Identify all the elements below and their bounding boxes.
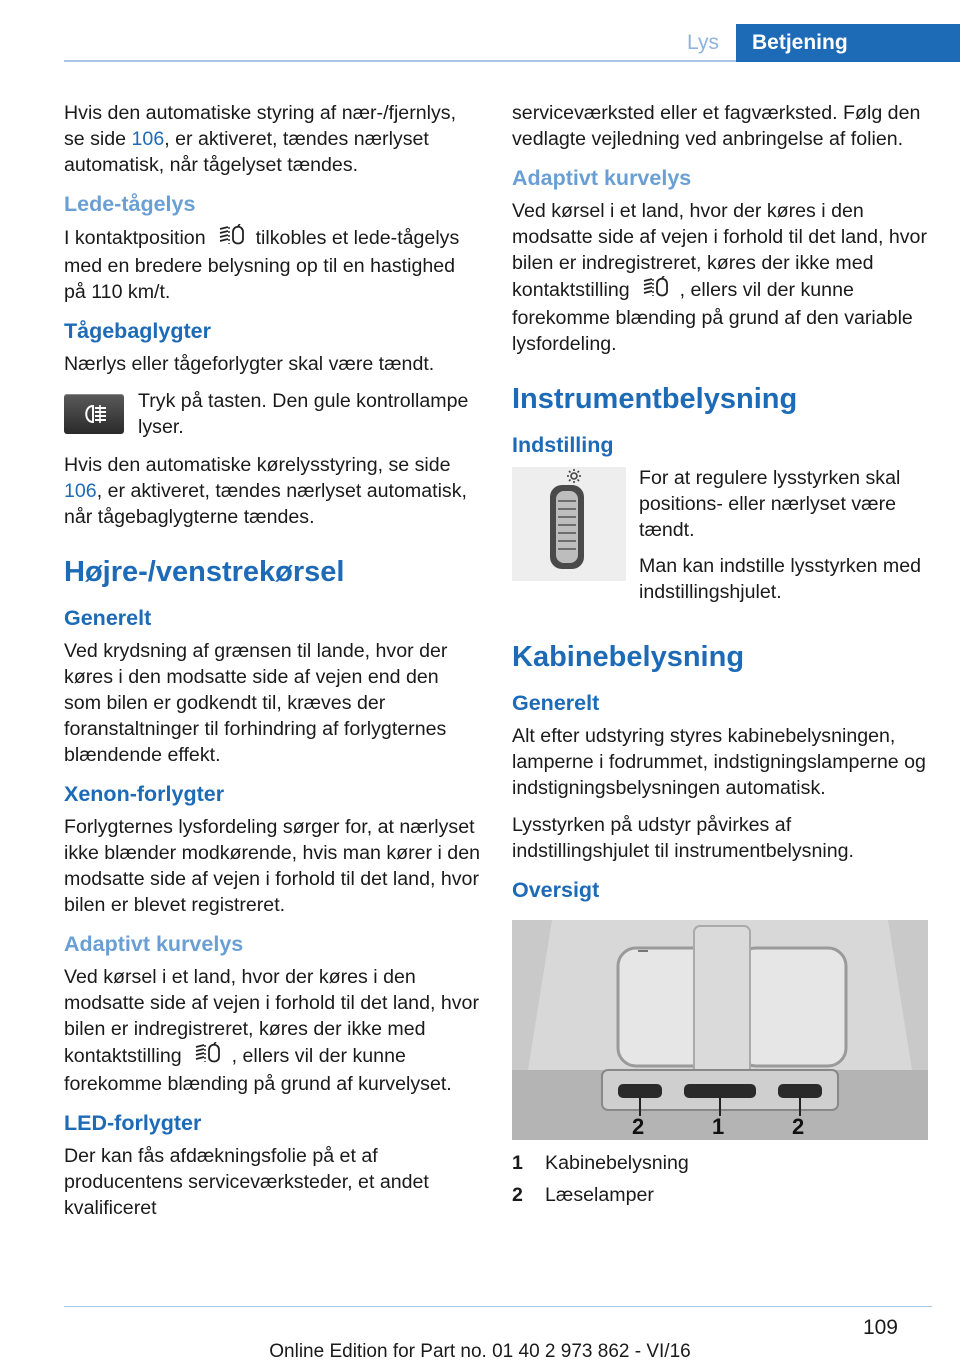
fog-lamp-ignition-icon: [218, 224, 244, 253]
rear-fog-key-text: Tryk på tasten. Den gule kontrollampe lyser.: [138, 390, 469, 438]
paragraph-generelt-left: Ved krydsning af grænsen til lande, hvor der køres i den modsatte side af vejen end den som bilen er godkendt til, kræves der foranstaltninger til forhindring af forlygternes blændende effekt.: [64, 640, 448, 766]
heading-led: LED-forlygter: [64, 1111, 202, 1135]
footer-rule: [64, 1306, 932, 1307]
page-link-106[interactable]: 106: [131, 128, 165, 150]
legend-item: [512, 1150, 932, 1176]
heading-adaptiv-right: Adaptivt kurvelys: [512, 166, 692, 190]
heading-indstilling: Indstilling: [512, 433, 614, 457]
heading-tagebaglygter: Tågebaglygter: [64, 319, 211, 343]
photo-label-left: 2: [632, 1114, 645, 1139]
heading-generelt-right: Generelt: [512, 691, 600, 715]
heading-oversigt: Oversigt: [512, 878, 600, 902]
heading-hojre-venstrekorsel: Højre-/venstrekørsel: [64, 556, 345, 588]
brightness-sun-icon: [567, 469, 581, 483]
legend-number: 1: [512, 1152, 523, 1174]
rear-fog-lamp-button-icon[interactable]: [64, 394, 124, 434]
paragraph-lede-tagelys: I kontaktposition tilkobles et lede-tågelys med en bredere belysning op til en hastighed på 110 km/t.: [64, 224, 480, 305]
indstilling-row: [512, 465, 932, 615]
fog-lamp-ignition-icon: [642, 276, 668, 305]
paragraph-tagebaglygter: Nærlys eller tågeforlygter skal være tændt.: [64, 353, 435, 375]
paragraph-generelt-right-1: Alt efter udstyring styres kabinebelysningen, lamperne i fodrummet, indstigningslamperne og indstigningsbelysningen automatisk.: [512, 725, 926, 799]
paragraph-led: Der kan fås afdækningsfolie på et af producentens serviceværksteder, et andet kvalificeret: [64, 1145, 429, 1219]
fog-lamp-ignition-icon: [194, 1042, 220, 1071]
paragraph-adaptiv-left: Ved kørsel i et land, hvor der køres i den modsatte side af vejen i forhold til det land, hvor bilen er indregistreret, køres der ikke med kontaktstilling , ellers vil der kunne forekomme blænding på grund af kurvelyset.: [64, 966, 479, 1095]
heading-kabinebelysning: Kabinebelysning: [512, 641, 745, 673]
page-number: 109: [862, 1316, 898, 1339]
paragraph-generelt-right-2: Lysstyrken på udstyr påvirkes af indstillingshjulet til instrumentbelysning.: [512, 814, 854, 862]
page-link-106-b[interactable]: 106: [64, 480, 97, 502]
photo-label-center: 1: [712, 1114, 725, 1139]
paragraph-auto-fog: Hvis den automatiske styring af nær-/fjernlys, se side 106, er aktiveret, tændes nærlyset automatisk, når tågelyset tændes.: [64, 102, 457, 176]
right-column: [512, 100, 932, 1214]
paragraph-auto-rear-fog: Hvis den automatiske kørelysstyring, se side 106, er aktiveret, tændes nærlyset automatisk, når tågebaglygterne tændes.: [64, 454, 467, 528]
dimmer-wheel-figure: [512, 467, 626, 581]
interior-light-photo: [512, 920, 928, 1140]
edition-footer: Online Edition for Part no. 01 40 2 973 862 - VI/16: [269, 1341, 691, 1362]
heading-instrumentbelysning: Instrumentbelysning: [512, 383, 798, 415]
heading-xenon: Xenon-forlygter: [64, 782, 225, 806]
legend-text: Kabinebelysning: [545, 1152, 689, 1174]
paragraph-adaptiv-right: Ved kørsel i et land, hvor der køres i den modsatte side af vejen i forhold til det land, hvor bilen er indregistreret, køres der ikke med kontaktstilling , ellers vil der kunne forekomme blænding på grund af den variable lysfordeling.: [512, 200, 927, 355]
heading-lede-tagelys: Lede-tågelys: [64, 192, 196, 216]
legend-text: Læselamper: [545, 1184, 654, 1206]
header-tab-chapter[interactable]: Betjening: [736, 24, 960, 62]
photo-label-right: 2: [792, 1114, 805, 1139]
rear-fog-key-row: [64, 388, 480, 440]
header-tab-section[interactable]: Lys: [687, 31, 719, 54]
paragraph-indstilling-2: Man kan indstille lysstyrken med indstillingshjulet.: [639, 555, 922, 603]
paragraph-led-continued: serviceværksted eller et fagværksted. Følg den vedlagte vejledning ved anbringelse af folien.: [512, 102, 921, 150]
left-column: [64, 100, 480, 1232]
heading-generelt-left: Generelt: [64, 606, 152, 630]
legend-number: 2: [512, 1184, 523, 1206]
paragraph-indstilling-1: For at regulere lysstyrken skal positions- eller nærlyset være tændt.: [639, 467, 901, 541]
legend-item: [512, 1182, 932, 1208]
heading-adaptiv-left: Adaptivt kurvelys: [64, 932, 244, 956]
paragraph-xenon: Forlygternes lysfordeling sørger for, at nærlyset ikke blænder modkørende, hvis man kører i den modsatte side af vejen i forhold til det land, hvor bilen er blevet registreret.: [64, 816, 480, 916]
